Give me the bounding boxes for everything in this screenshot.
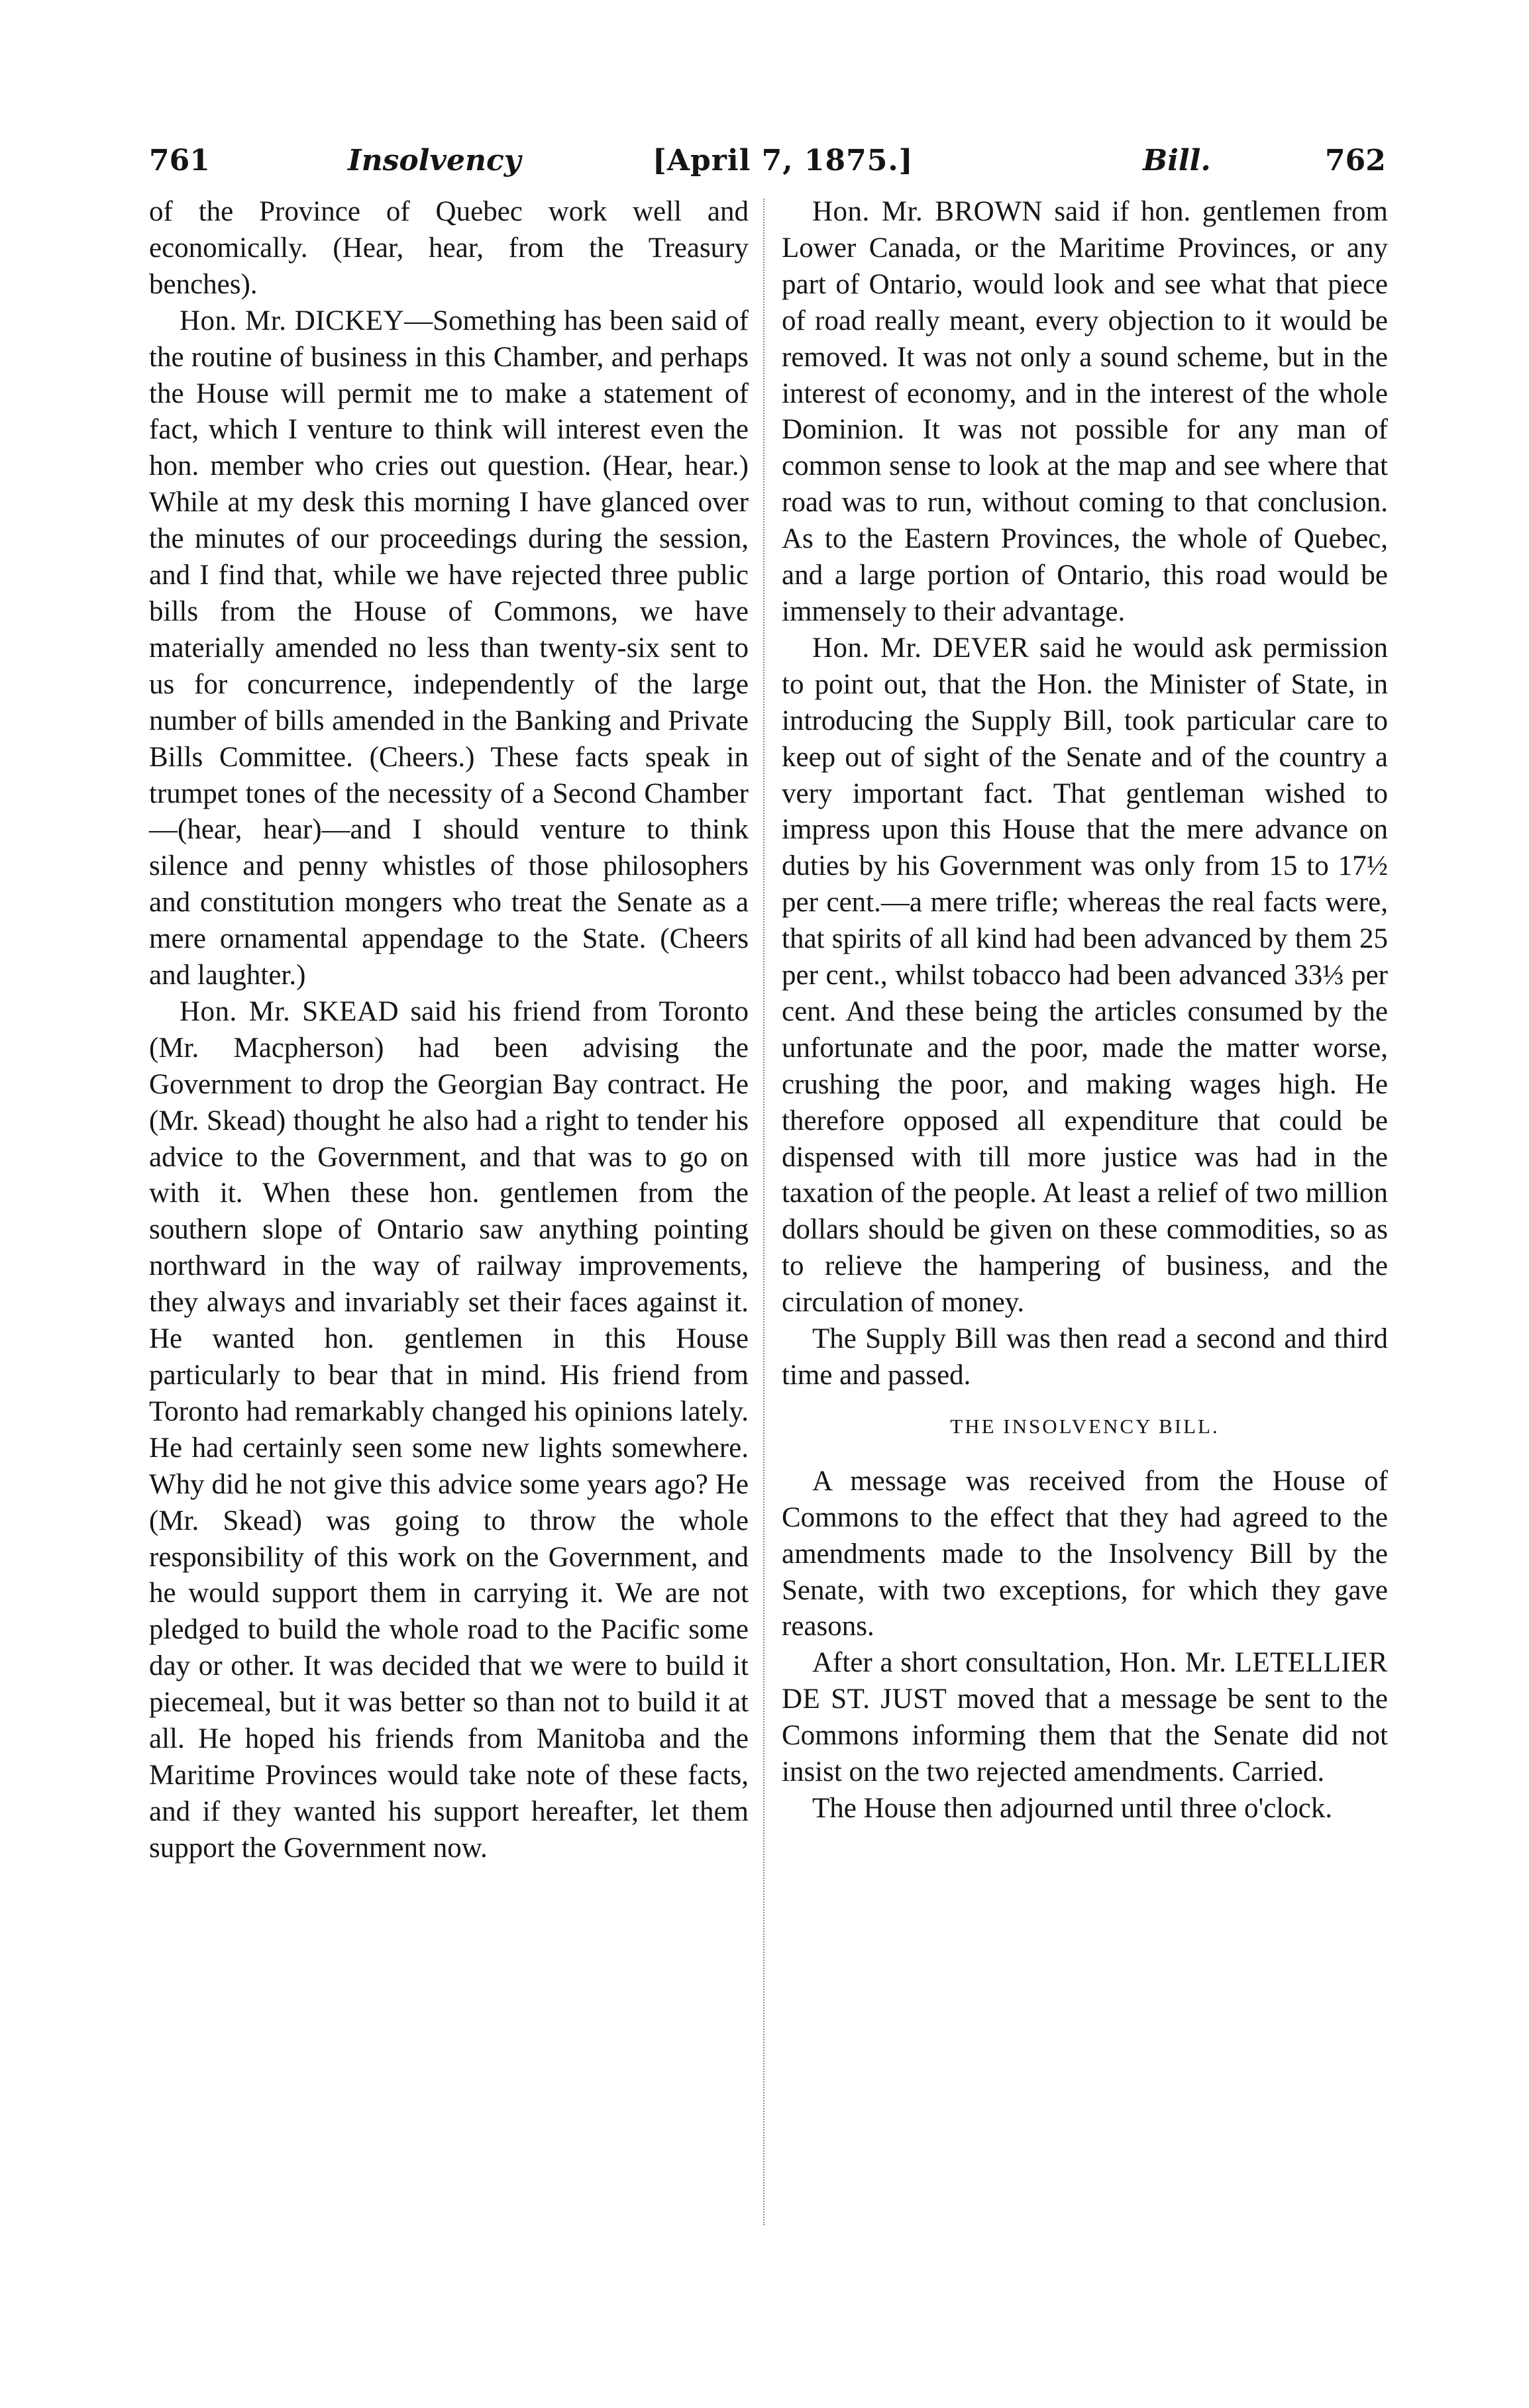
paragraph: A message was received from the House of Commons to the effect that they had agreed to the amendments made to the Insolvency Bill by the Senate, with two exceptions, for which they gave reasons. bbox=[782, 1465, 1388, 1642]
speech-text: said he would ask permission to point out, that the Hon. the Minister of State, in introducing the Supply Bill, took particular care to keep out of sight of the Senate and of the country a very important fact. That gentleman wished to impress upon this House that the mere advance on duties by his Government was only from 15 to 17½ per cent.—a mere trifle; whereas the real facts were, that spirits of all kind had been advanced by them 25 per cent., whilst tobacco had been advanced 33⅓ per cent. And these being the articles consumed by the unfortunate and the poor, made the matter worse, crushing the poor, and making wages high. He therefore opposed all expenditure that could be dispensed with till more justice was had in the taxation of the people. At least a relief of two million dollars should be given on these commodities, so as to relieve the hampering of business, and the circulation of money. bbox=[782, 632, 1388, 1319]
speaker-name: Hon. Mr. BROWN bbox=[812, 196, 1043, 227]
paragraph bbox=[782, 194, 1388, 630]
section-heading: THE INSOLVENCY BILL. bbox=[950, 1414, 1220, 1438]
speech-text: moved that a message be sent to the Commons informing them that the Senate did not insist on the two rejected amendments. Carried. bbox=[782, 1683, 1388, 1788]
speech-text: —Something has been said of the routine of business in this Chamber, and perhaps the House will permit me to make a statement of fact, which I venture to think will interest even the hon. member who cries out question. (Hear, hear.) While at my desk this morning I have glanced over the minutes of our proceedings during the session, and I find that, while we have rejected three public bills from the House of Commons, we have materially amended no less than twenty-six sent to us for concurrence, independently of the large number of bills amended in the Banking and Private Bills Committee. (Cheers.) These facts speak in trumpet tones of the necessity of a Second Chamber—(hear, hear)—and I should venture to think silence and penny whistles of those philosophers and constitution mongers who treat the Senate as a mere ornamental appendage to the State. (Cheers and laughter.) bbox=[149, 305, 749, 991]
paragraph bbox=[782, 630, 1388, 1321]
speech-text: After a short consultation, bbox=[812, 1647, 1120, 1679]
paragraph bbox=[149, 994, 749, 1867]
paragraph: The Supply Bill was then read a second and third time and passed. bbox=[782, 1323, 1388, 1391]
paragraph bbox=[149, 303, 749, 994]
speech-text: said if hon. gentlemen from Lower Canada, or the Maritime Provinces, or any part of Ontario, would look and see what that piece of road really meant, every objection to it would be removed. It was not only a sound scheme, but in the interest of economy, and in the interest of the whole Dominion. It was not possible for any man of common sense to look at the map and see where that road was to run, without coming to that conclusion. As to the Eastern Provinces, the whole of Quebec, and a large portion of Ontario, this road would be immensely to their advantage. bbox=[782, 196, 1388, 627]
header-date: [April 7, 1875.] bbox=[653, 144, 914, 177]
speaker-name: Hon. Mr. DEVER bbox=[812, 632, 1029, 664]
running-header bbox=[149, 138, 1418, 184]
right-column bbox=[782, 194, 1388, 1827]
speaker-name: Hon. Mr. DICKEY bbox=[180, 305, 405, 336]
page-number-left: 761 bbox=[149, 144, 210, 177]
speaker-name: Hon. Mr. SKEAD bbox=[180, 995, 399, 1027]
speaker-name: Hon. Mr. LETELLIER DE ST. JUST bbox=[782, 1647, 1388, 1715]
paragraph: The House then adjourned until three o'clock. bbox=[812, 1792, 1333, 1824]
left-column bbox=[149, 194, 749, 1867]
column-divider bbox=[763, 199, 764, 2225]
paragraph bbox=[782, 1645, 1388, 1791]
paragraph: of the Province of Quebec work well and economically. (Hear, hear, from the Treasury benches). bbox=[149, 196, 749, 300]
page-number-right: 762 bbox=[1325, 144, 1386, 177]
speech-text: said his friend from Toronto (Mr. Macpherson) had been advising the Government to drop the Georgian Bay contract. He (Mr. Skead) thought he also had a right to tender his advice to the Government, and that was to go on with it. When these hon. gentlemen from the southern slope of Ontario saw anything pointing northward in the way of railway improvements, they always and invariably set their faces against it. He wanted hon. gentlemen in this House particularly to bear that in mind. His friend from Toronto had remarkably changed his opinions lately. He had certainly seen some new lights somewhere. Why did he not give this advice some years ago? He (Mr. Skead) was going to throw the whole responsibility of this work on the Government, and he would support them in carrying it. We are not pledged to build the whole road to the Pacific some day or other. It was decided that we were to build it piecemeal, but it was better so than not to build it at all. He hoped his friends from Manitoba and the Maritime Provinces would take note of these facts, and if they wanted his support hereafter, let them support the Government now. bbox=[149, 995, 749, 1864]
running-title-left: Insolvency bbox=[348, 144, 521, 177]
running-title-right: Bill. bbox=[1143, 144, 1211, 177]
